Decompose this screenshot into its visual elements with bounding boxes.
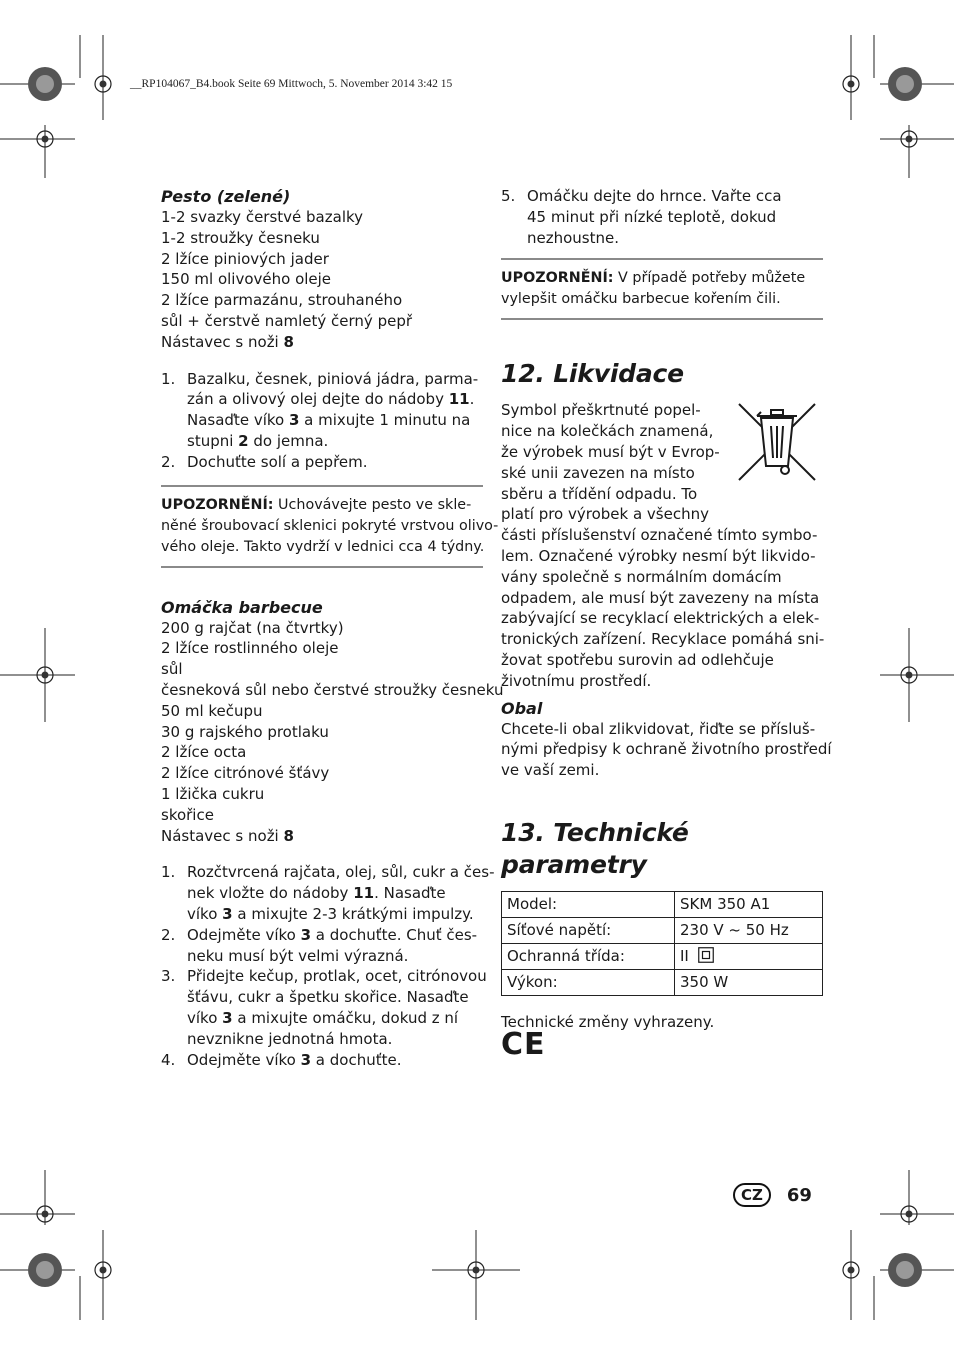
tech-footnote: Technické změny vyhrazeny. bbox=[501, 1012, 715, 1031]
step-item: 3. Přidejte kečup, protlak, ocet, citrónovou šťávu, cukr a špetku skořice. Nasaďte víko 3 a mixujte omáčku, dokud z ní nevznikne jednotná hmota. bbox=[161, 967, 487, 1048]
bbq-title: Omáčka barbecue bbox=[161, 597, 323, 617]
ingredient: 1-2 svazky čerstvé bazalky bbox=[161, 208, 364, 226]
ingredient: 1 lžička cukru bbox=[161, 784, 265, 803]
pesto-title: Pesto (zelené) bbox=[161, 187, 291, 206]
ingredient: 2 lžíce octa bbox=[161, 743, 247, 762]
ingredient: 200 g rajčat (na čtvrtky) bbox=[161, 618, 344, 637]
ingredient: skořice bbox=[161, 805, 214, 824]
bbq-ingredients bbox=[161, 618, 504, 847]
step-item: 4. Odejměte víko 3 a dochuťte. bbox=[161, 1050, 402, 1069]
step-item: 2. Dochuťte solí a pepřem. bbox=[161, 452, 368, 471]
step-item: 2. Odejměte víko 3 a dochuťte. Chuť čes- neku musí být velmi výrazná. bbox=[161, 925, 478, 965]
packaging-title: Obal bbox=[501, 698, 543, 718]
ingredient: sůl + čerstvě namletý černý pepř bbox=[161, 311, 413, 330]
ingredient: 2 lžíce piniových jader bbox=[161, 249, 329, 268]
page-footer bbox=[733, 1183, 812, 1207]
table-row: Síťové napětí: 230 V ~ 50 Hz bbox=[502, 917, 823, 943]
section-heading-disposal: 12. Likvidace bbox=[501, 359, 684, 389]
table-row: Model: SKM 350 A1 bbox=[502, 891, 823, 917]
packaging-text: Chcete-li obal zlikvidovat, řiďte se přísluš- nými předpisy k ochraně životního prostředí ve vaší zemi. bbox=[501, 719, 832, 780]
note-label: UPOZORNĚNÍ: bbox=[501, 270, 614, 287]
tech-table bbox=[501, 891, 823, 996]
bbq-steps bbox=[161, 862, 495, 1070]
attachment-line: Nástavec s noži 8 bbox=[161, 332, 294, 351]
print-header: __RP104067_B4.book Seite 69 Mittwoch, 5. November 2014 3:42 15 bbox=[130, 78, 453, 90]
ingredient: 2 lžíce rostlinného oleje bbox=[161, 639, 339, 658]
pesto-steps bbox=[161, 369, 483, 473]
right-column bbox=[501, 186, 832, 1062]
step-item: 1. Rozčtvrcená rajčata, olej, sůl, cukr a čes- nek vložte do nádoby 11. Nasaďte víko 3 a mixujte 2-3 krátkými impulzy. bbox=[161, 863, 495, 923]
ce-mark: CE bbox=[501, 1026, 546, 1062]
disposal-text: Symbol přeškrtnuté popel- nice na kolečkách znamená, že výrobek musí být v Evrop- ské unii zavezen na místo sběru a třídění odpadu. To platí pro výrobek a všechny části příslušenství označené tímto symbo- lem. Označené výrobky nesmí být likvido- vány společně s normálním domácím odpadem, ale musí být zavezeny na místa zabývající se recyklací elektrických a elek- tronických zařízení. Recyklace pomáhá sni- žovat spotřebu surovin ad odlehčuje životnímu prostředí. bbox=[501, 401, 825, 690]
ingredient: 30 g rajského protlaku bbox=[161, 722, 329, 741]
protection-class-ii-icon bbox=[698, 947, 714, 963]
ingredient: 50 ml kečupu bbox=[161, 701, 263, 720]
pesto-note: UPOZORNĚNÍ: Uchovávejte pesto ve skle- něné šroubovací sklenici pokryté vrstvou olivo- vého oleje. Takto vydrží v lednici cca 4 týdny. bbox=[161, 485, 483, 568]
language-badge: CZ bbox=[733, 1183, 771, 1207]
ingredient: 2 lžíce citrónové šťávy bbox=[161, 764, 330, 783]
attachment-line: Nástavec s noži 8 bbox=[161, 826, 294, 845]
page-number: 69 bbox=[786, 1184, 812, 1206]
section-heading-tech: 13. Technické parametry bbox=[501, 817, 689, 879]
ingredient: 1-2 stroužky česneku bbox=[161, 228, 320, 247]
ingredient: 150 ml olivového oleje bbox=[161, 270, 332, 289]
step-item: 5. Omáčku dejte do hrnce. Vařte cca 45 minut při nízké teplotě, dokud nezhoustne. bbox=[501, 187, 782, 247]
bbq-note: UPOZORNĚNÍ: V případě potřeby můžete vylepšit omáčku barbecue kořením čili. bbox=[501, 258, 823, 320]
note-label: UPOZORNĚNÍ: bbox=[161, 496, 274, 513]
bbq-steps-continued bbox=[501, 186, 823, 248]
pesto-ingredients bbox=[161, 207, 483, 353]
ingredient: česneková sůl nebo čerstvé stroužky česneku bbox=[161, 680, 504, 699]
ingredient: 2 lžíce parmazánu, strouhaného bbox=[161, 291, 403, 310]
table-row: Výkon: 350 W bbox=[502, 969, 823, 995]
table-row: Ochranná třída: II bbox=[502, 943, 823, 969]
step-item: 1. Bazalku, česnek, piniová jádra, parma- zán a olivový olej dejte do nádoby 11. Nasaďte víko 3 a mixujte 1 minutu na stupni 2 do jemna. bbox=[161, 369, 479, 450]
ingredient: sůl bbox=[161, 660, 183, 679]
left-column bbox=[161, 186, 504, 1070]
crossed-out-wheelie-bin-icon bbox=[735, 400, 819, 484]
